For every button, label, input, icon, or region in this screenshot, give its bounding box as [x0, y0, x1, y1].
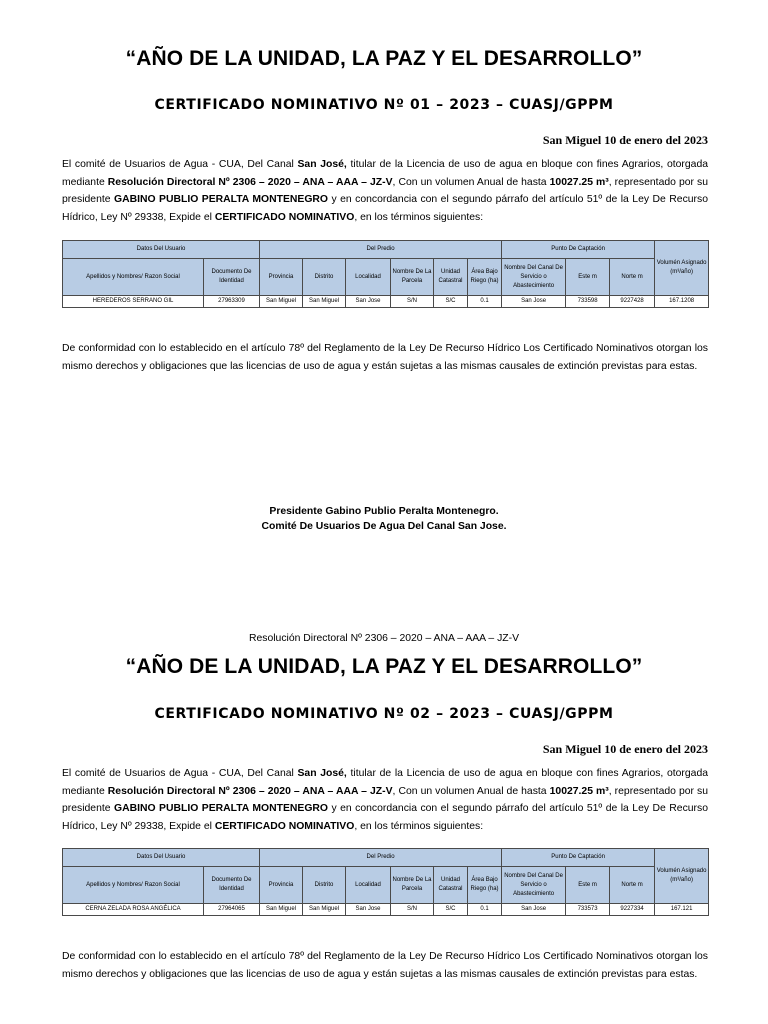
header-provincia: Provincia [260, 259, 303, 296]
header-group-predio: Del Predio [260, 849, 502, 867]
cell-canal: San Jose [502, 904, 566, 916]
cell-area: 0.1 [468, 296, 502, 308]
president-name: GABINO PUBLIO PERALTA MONTENEGRO [114, 803, 328, 814]
resolution-reference: Resolución Directoral Nº 2306 – 2020 – ANA – AAA – JZ-V [107, 785, 393, 797]
header-norte: Norte m [610, 867, 655, 904]
cell-norte: 9227428 [610, 296, 655, 308]
header-group-captacion: Punto De Captación [502, 849, 655, 867]
header-localidad: Localidad [346, 867, 391, 904]
header-group-usuario: Datos Del Usuario [63, 241, 260, 259]
header-norte: Norte m [610, 259, 655, 296]
header-canal: Nombre Del Canal De Servicio o Abastecimiento [502, 867, 566, 904]
intro-text: , representado por su presidente [62, 176, 708, 205]
cell-parcela: S/N [391, 904, 434, 916]
table-row [63, 904, 709, 916]
signature-line-president: Presidente Gabino Publio Peralta Montenegro. [269, 506, 499, 517]
cell-este: 733573 [566, 904, 610, 916]
header-distrito: Distrito [303, 259, 346, 296]
cell-documento: 27963309 [204, 296, 260, 308]
header-group-captacion: Punto De Captación [502, 241, 655, 259]
intro-text: El comité de Usuarios de Agua - CUA, Del Canal [62, 768, 298, 779]
signature-line-committee: Comité De Usuarios De Agua Del Canal San Jose. [261, 521, 507, 532]
header-documento: Documento De Identidad [204, 867, 260, 904]
intro-text: y en concordancia con el segundo párrafo del artículo 51º de la Ley De Recurso Hídrico, Ley Nº 29338, Expide el [62, 803, 708, 832]
header-este: Este m [566, 867, 610, 904]
cell-area: 0.1 [468, 904, 502, 916]
cell-volumen: 167.121 [655, 904, 709, 916]
header-catastral: Unidad Catastral [434, 259, 468, 296]
cell-provincia: San Miguel [260, 904, 303, 916]
canal-name: San José, [297, 159, 347, 170]
table-row [63, 296, 709, 308]
header-area: Área Bajo Riego (ha) [468, 867, 502, 904]
header-canal: Nombre Del Canal De Servicio o Abastecimiento [502, 259, 566, 296]
certificate-title: CERTIFICADO NOMINATIVO Nº 02 – 2023 – CUASJ/GPPM [154, 706, 614, 722]
header-group-usuario: Datos Del Usuario [63, 849, 260, 867]
cell-canal: San Jose [502, 296, 566, 308]
header-distrito: Distrito [303, 867, 346, 904]
signature-block [0, 504, 768, 534]
intro-text: titular de la Licencia de uso de agua en bloque con fines Agrarios, otorgada mediante [62, 768, 709, 797]
president-name: GABINO PUBLIO PERALTA MONTENEGRO [114, 194, 328, 205]
header-volumen: Volumén Asignado (m³/año) [655, 241, 709, 296]
annual-volume: 10027.25 m³ [549, 176, 609, 188]
cell-nombre: HEREDEROS SERRANO GIL [63, 296, 204, 308]
resolution-header: Resolución Directoral Nº 2306 – 2020 – ANA – AAA – JZ-V [248, 633, 520, 644]
canal-name: San José, [297, 768, 347, 779]
header-nombres: Apellidos y Nombres/ Razon Social [63, 867, 204, 904]
issue-date: San Miguel 10 de enero del 2023 [542, 133, 708, 147]
header-group-predio: Del Predio [260, 241, 502, 259]
header-parcela: Nombre De La Parcela [391, 867, 434, 904]
intro-text: y en concordancia con el segundo párrafo del artículo 51º de la Ley De Recurso Hídrico, Ley Nº 29338, Expide el [62, 194, 708, 223]
header-localidad: Localidad [346, 259, 391, 296]
cell-este: 733598 [566, 296, 610, 308]
header-nombres: Apellidos y Nombres/ Razon Social [63, 259, 204, 296]
intro-paragraph [62, 765, 708, 835]
issue-date: San Miguel 10 de enero del 2023 [542, 742, 708, 756]
cell-catastral: S/C [434, 904, 468, 916]
certificate-title: CERTIFICADO NOMINATIVO Nº 01 – 2023 – CUASJ/GPPM [154, 97, 614, 113]
cell-localidad: San Jose [346, 296, 391, 308]
certificate-type: CERTIFICADO NOMINATIVO [214, 820, 355, 832]
intro-text: titular de la Licencia de uso de agua en bloque con fines Agrarios, otorgada mediante [62, 159, 709, 188]
header-documento: Documento De Identidad [204, 259, 260, 296]
cell-nombre: CERNA ZELADA ROSA ANGÉLICA [63, 904, 204, 916]
closing-paragraph: De conformidad con lo establecido en el artículo 78º del Reglamento de la Ley De Recurso Hídrico Los Certificado Nominativos otorgan los mismo derechos y obligaciones que las licencias de uso de agua y están sujetas a las mismas causales de extinción previstas para estas. [62, 343, 708, 372]
intro-text: , Con un volumen Anual de hasta [392, 785, 550, 797]
intro-text: , en los términos siguientes: [354, 211, 484, 223]
motto-heading: “AÑO DE LA UNIDAD, LA PAZ Y EL DESARROLLO” [125, 655, 643, 678]
cell-catastral: S/C [434, 296, 468, 308]
cell-provincia: San Miguel [260, 296, 303, 308]
intro-paragraph [62, 156, 708, 226]
cell-parcela: S/N [391, 296, 434, 308]
intro-text: , Con un volumen Anual de hasta [392, 176, 550, 188]
header-provincia: Provincia [260, 867, 303, 904]
cell-distrito: San Miguel [303, 296, 346, 308]
motto-heading: “AÑO DE LA UNIDAD, LA PAZ Y EL DESARROLLO” [125, 47, 643, 70]
annual-volume: 10027.25 m³ [549, 785, 609, 797]
intro-text: El comité de Usuarios de Agua - CUA, Del Canal [62, 159, 298, 170]
header-este: Este m [566, 259, 610, 296]
cell-volumen: 167.1208 [655, 296, 709, 308]
header-catastral: Unidad Catastral [434, 867, 468, 904]
user-data-table [62, 240, 709, 308]
header-parcela: Nombre De La Parcela [391, 259, 434, 296]
header-area: Área Bajo Riego (ha) [468, 259, 502, 296]
certificate-type: CERTIFICADO NOMINATIVO [214, 211, 355, 223]
user-data-table [62, 848, 709, 916]
intro-text: , representado por su presidente [62, 785, 708, 814]
cell-documento: 27964065 [204, 904, 260, 916]
cell-distrito: San Miguel [303, 904, 346, 916]
intro-text: , en los términos siguientes: [354, 820, 484, 832]
header-volumen: Volumén Asignado (m³/año) [655, 849, 709, 904]
cell-localidad: San Jose [346, 904, 391, 916]
closing-paragraph: De conformidad con lo establecido en el artículo 78º del Reglamento de la Ley De Recurso Hídrico Los Certificado Nominativos otorgan los mismo derechos y obligaciones que las licencias de uso de agua y están sujetas a las mismas causales de extinción previstas para estas. [62, 951, 708, 980]
cell-norte: 9227334 [610, 904, 655, 916]
resolution-reference: Resolución Directoral Nº 2306 – 2020 – ANA – AAA – JZ-V [107, 176, 393, 188]
